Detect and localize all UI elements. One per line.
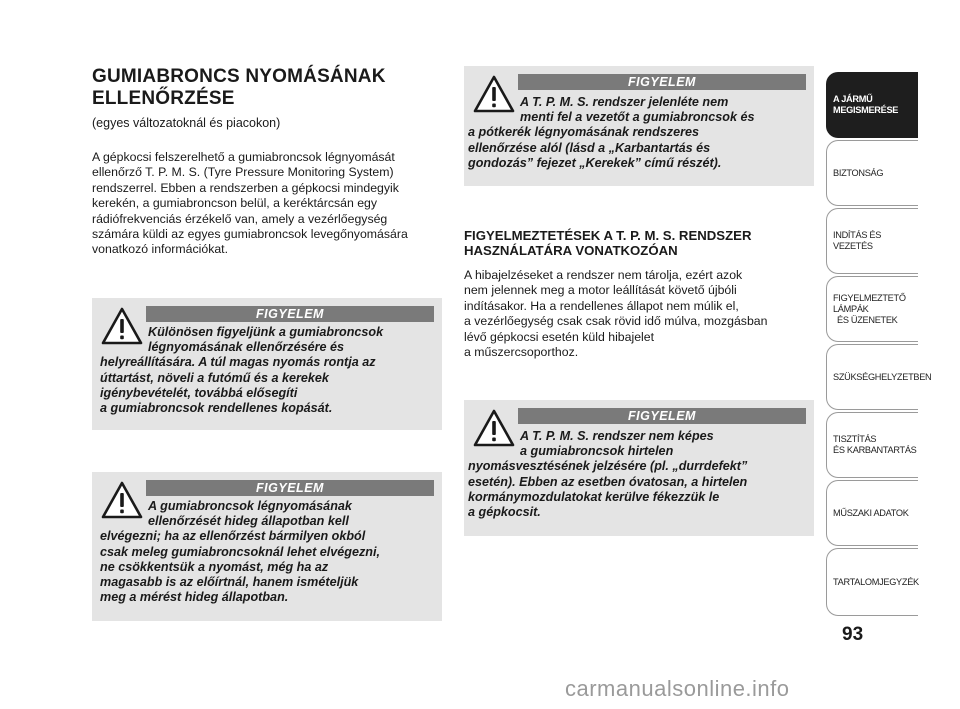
warning-line: menti fel a vezetőt a gumiabroncsok és bbox=[520, 110, 755, 125]
warning-line: gondozás” fejezet „Kerekek” című részét). bbox=[468, 155, 722, 170]
section-paragraph bbox=[464, 268, 814, 360]
section-line: lévő gépkocsi esetén küld hibajelet bbox=[464, 329, 655, 344]
sidebar-tab-biztonsag[interactable] bbox=[826, 140, 918, 206]
warning-line: ne csökkentsük a nyomást, még ha az bbox=[100, 559, 329, 574]
intro-line: rádiófrekvenciás érzékelő van, amely a vezérlőegység bbox=[92, 211, 388, 226]
warning-line: úttartást, növeli a futómű és a kerekek bbox=[100, 370, 329, 385]
sidebar-tab-label: FIGYELMEZTETŐ bbox=[833, 292, 906, 303]
intro-paragraph bbox=[92, 150, 444, 258]
sidebar-tab-label: ÉS ÜZENETEK bbox=[837, 314, 898, 325]
section-line: a műszercsoporthoz. bbox=[464, 345, 579, 360]
sidebar-tab-label: TARTALOMJEGYZÉK bbox=[833, 576, 919, 587]
warning-line: légnyomásának ellenőrzésére és bbox=[148, 340, 345, 355]
sidebar-tab-muszaki-adatok[interactable] bbox=[826, 480, 918, 546]
warning-line: a gumiabroncsok hirtelen bbox=[520, 444, 674, 459]
section-heading-line-2: HASZNÁLATÁRA VONATKOZÓAN bbox=[464, 243, 678, 258]
intro-line: ellenőrző T. P. M. S. (Tyre Pressure Monitoring System) bbox=[92, 165, 394, 180]
sidebar-tab-inditas-es-vezetes[interactable] bbox=[826, 208, 918, 274]
warning-box-3 bbox=[464, 66, 814, 186]
intro-line: rendszerrel. Ebben a rendszerben a gépkocsi mindegyik bbox=[92, 180, 399, 195]
warning-box-4 bbox=[464, 400, 814, 536]
warning-label: FIGYELEM bbox=[146, 306, 434, 322]
section-line: nem jelennek meg a motor leállítását követő újbóli bbox=[464, 283, 737, 298]
warning-text bbox=[100, 499, 440, 605]
warning-line: Különösen figyeljünk a gumiabroncsok bbox=[148, 325, 384, 339]
sidebar-tab-label: MŰSZAKI ADATOK bbox=[833, 507, 909, 518]
warning-line: igénybevételét, továbbá elősegíti bbox=[100, 385, 298, 400]
warning-label: FIGYELEM bbox=[518, 408, 806, 424]
warning-box-2 bbox=[92, 472, 442, 621]
warning-line: helyreállítására. A túl magas nyomás rontja az bbox=[100, 355, 376, 370]
sidebar-tab-tisztitas-es-karbantartas[interactable] bbox=[826, 412, 918, 478]
sidebar-tab-label: LÁMPÁK bbox=[833, 303, 869, 314]
page-subtitle: (egyes változatoknál és piacokon) bbox=[92, 116, 281, 130]
warning-line: esetén). Ebben az esetben óvatosan, a hirtelen bbox=[468, 474, 748, 489]
warning-line: kormánymozdulatokat kerülve fékezzük le bbox=[468, 489, 720, 504]
warning-line: a pótkerék légnyomásának rendszeres bbox=[468, 125, 699, 140]
section-heading bbox=[464, 228, 814, 258]
sidebar-tab-label: ÉS KARBANTARTÁS bbox=[833, 445, 917, 455]
warning-line: magasabb is az előírtnál, hanem ismételjük bbox=[100, 575, 359, 590]
warning-box-1 bbox=[92, 298, 442, 430]
warning-label: FIGYELEM bbox=[518, 74, 806, 90]
warning-text bbox=[468, 429, 812, 520]
sidebar-tab-szukseghelyzetben[interactable] bbox=[826, 344, 932, 410]
warning-line: A T. P. M. S. rendszer jelenléte nem bbox=[520, 95, 729, 109]
section-line: a vezérlőegység csak csak rövid idő múlva, mozgásban bbox=[464, 314, 768, 329]
page-title bbox=[92, 66, 442, 110]
warning-line: ellenőrzése alól (lásd a „Karbantartás és bbox=[468, 140, 711, 155]
sidebar-tab-label: SZÜKSÉGHELYZETBEN bbox=[833, 371, 932, 382]
warning-line: meg a mérést hideg állapotban. bbox=[100, 590, 289, 605]
page-title-line-2: ELLENŐRZÉSE bbox=[92, 88, 235, 109]
page-number: 93 bbox=[842, 624, 864, 645]
intro-line: A gépkocsi felszerelhető a gumiabroncsok légnyomását bbox=[92, 150, 395, 164]
sidebar-tab-label: A JÁRMŰ bbox=[833, 94, 873, 104]
warning-line: nyomásvesztésének jelzésére (pl. „durrdefekt” bbox=[468, 459, 748, 474]
sidebar-tab-label: TISZTÍTÁS bbox=[833, 434, 877, 444]
intro-line: kerekén, a gumiabroncson belül, a keréktárcsán egy bbox=[92, 196, 378, 211]
warning-line: a gépkocsit. bbox=[468, 505, 541, 520]
warning-label: FIGYELEM bbox=[146, 480, 434, 496]
warning-line: ellenőrzését hideg állapotban kell bbox=[148, 514, 349, 529]
intro-line: számára küldi az egyes gumiabroncsok levegőnyomására bbox=[92, 227, 408, 242]
watermark: carmanualsonline.info bbox=[565, 676, 790, 701]
intro-line: vonatkozó információkat. bbox=[92, 242, 229, 257]
sidebar-tab-label: MEGISMERÉSE bbox=[833, 105, 899, 115]
warning-line: elvégezni; ha az ellenőrzést bármilyen okból bbox=[100, 529, 366, 544]
warning-line: a gumiabroncsok rendellenes kopását. bbox=[100, 401, 333, 416]
sidebar-tab-label: BIZTONSÁG bbox=[833, 167, 884, 178]
page-title-line-1: GUMIABRONCS NYOMÁSÁNAK bbox=[92, 66, 386, 87]
warning-text bbox=[468, 95, 812, 171]
sidebar-tab-label: INDÍTÁS ÉS VEZETÉS bbox=[833, 230, 882, 251]
warning-line: A gumiabroncsok légnyomásának bbox=[148, 499, 352, 513]
warning-text bbox=[100, 325, 440, 416]
section-heading-line-1: FIGYELMEZTETÉSEK A T. P. M. S. RENDSZER bbox=[464, 228, 752, 243]
section-line: indításakor. Ha a rendellenes állapot nem múlik el, bbox=[464, 298, 739, 313]
warning-line: A T. P. M. S. rendszer nem képes bbox=[520, 429, 714, 443]
sidebar-tab-tartalomjegyzek[interactable] bbox=[826, 548, 918, 616]
section-line: A hibajelzéseket a rendszer nem tárolja, ezért azok bbox=[464, 268, 743, 282]
sidebar-tab-a-jarmu-megismerese[interactable] bbox=[826, 72, 918, 138]
sidebar-tab-figyelmezteto-lampak[interactable] bbox=[826, 276, 918, 342]
warning-line: csak meleg gumiabroncsoknál lehet elvégezni, bbox=[100, 544, 380, 559]
